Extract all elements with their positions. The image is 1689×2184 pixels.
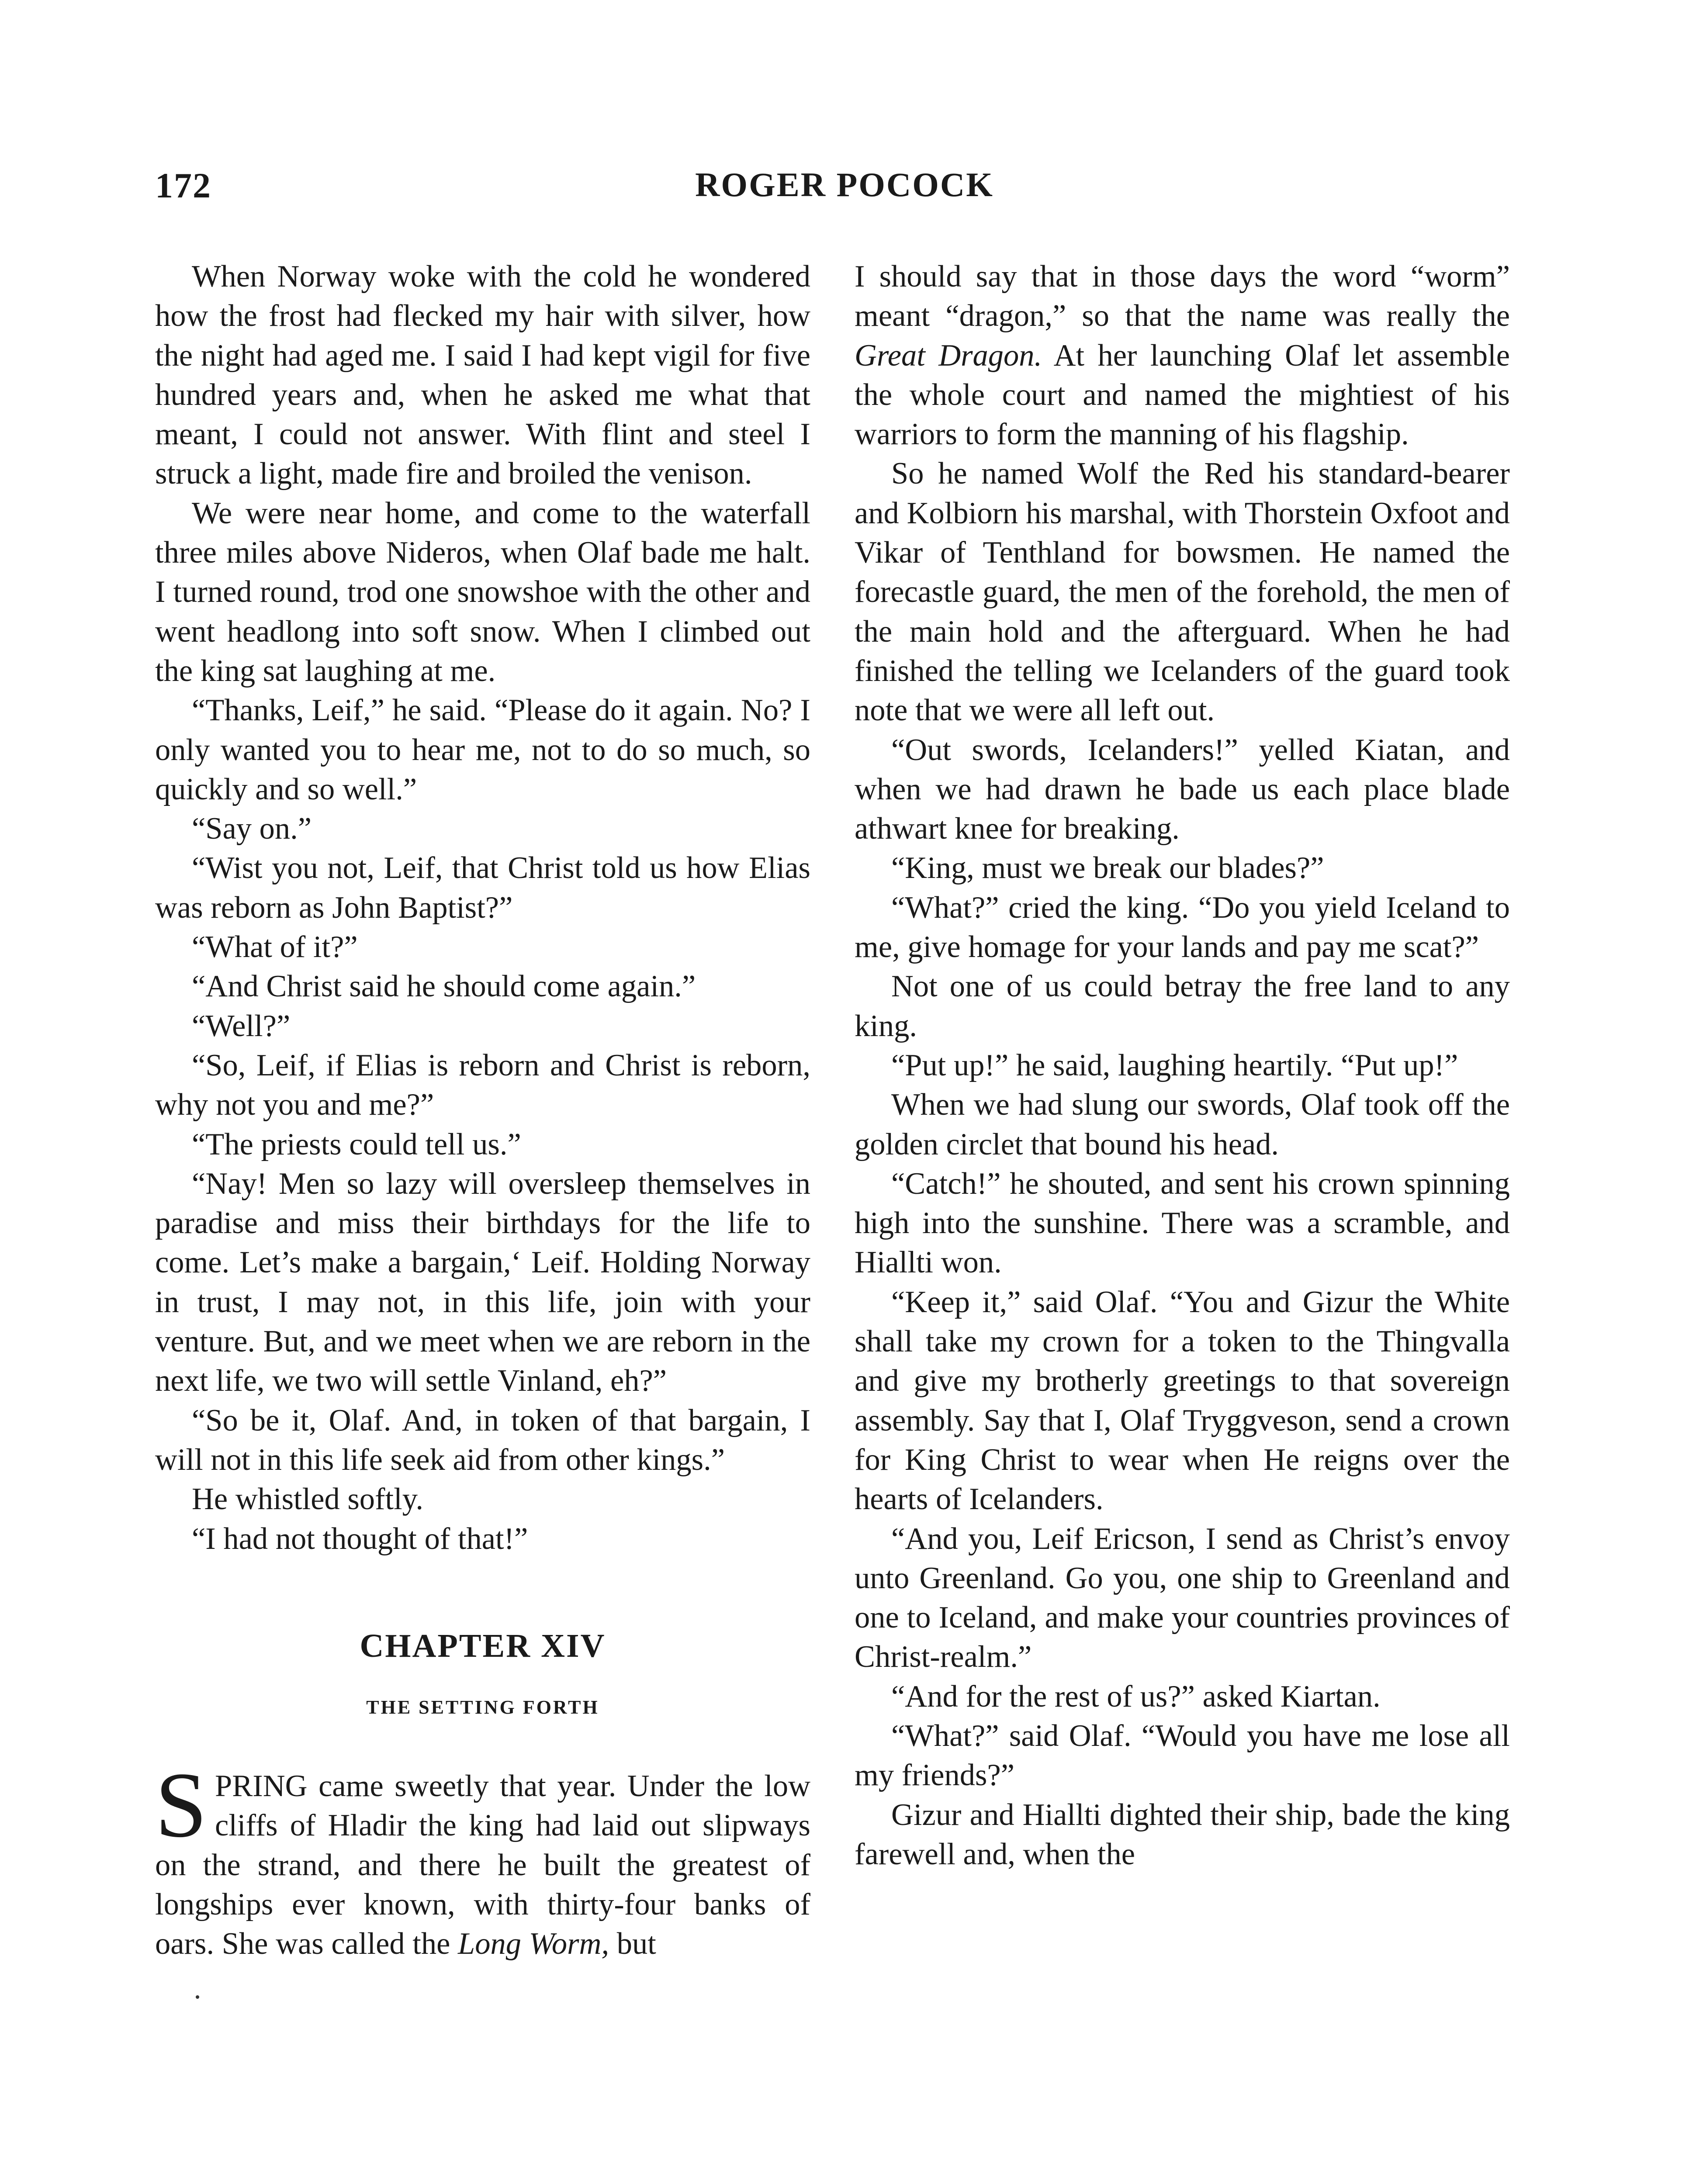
chapter-subtitle: THE SETTING FORTH xyxy=(366,1696,599,1718)
paragraph: “And Christ said he should come again.” xyxy=(192,969,696,1004)
chapter-opening-paragraph xyxy=(155,1753,810,1963)
paragraph: “So, Leif, if Elias is reborn and Christ is reborn, why not you and me?” xyxy=(155,1048,810,1122)
paragraph: He whistled softly. xyxy=(192,1482,423,1517)
paragraph: “Say on.” xyxy=(192,812,312,846)
right-column xyxy=(855,257,1510,1874)
paragraph: So he named Wolf the Red his standard-bearer and Kolbiorn his marshal, with Thorstein Oxfoot and Vikar of Tenthland for bowsmen. He named the forecastle guard, the men of the forehold, the men of the main hold and the afterguard. When he had finished the telling we Icelanders of the guard took note that we were all left out. xyxy=(855,456,1510,728)
running-head: ROGER POCOCK xyxy=(695,166,994,204)
paragraph: “Keep it,” said Olaf. “You and Gizur the White shall take my crown for a token to the Thingvalla and give my brotherly greetings to that sovereign assembly. Say that I, Olaf Tryggveson, send a crown for King Christ to wear when He reigns over the hearts of Icelanders. xyxy=(855,1285,1510,1517)
paragraph: When Norway woke with the cold he wondered how the frost had flecked my hair with silver, how the night had aged me. I said I had kept vigil for five hundred years and, when he asked me what that meant, I could not answer. With flint and steel I struck a light, made fire and broiled the venison. xyxy=(155,259,810,491)
page-number: 172 xyxy=(155,166,211,205)
text-run: but xyxy=(609,1927,656,1961)
chapter-title: CHAPTER XIV xyxy=(360,1627,606,1664)
italic-title: Great Dragon. xyxy=(855,338,1042,373)
paragraph: “Out swords, Icelanders!” yelled Kiatan, and when we had drawn he bade us each place blade athwart knee for breaking. xyxy=(855,733,1510,846)
paragraph: “What of it?” xyxy=(192,930,358,964)
paragraph: “I had not thought of that!” xyxy=(192,1521,528,1556)
paragraph: When we had slung our swords, Olaf took off the golden circlet that bound his head. xyxy=(855,1088,1510,1161)
paragraph: We were near home, and come to the waterfall three miles above Nideros, when Olaf bade me halt. I turned round, trod one snowshoe with the other and went headlong into soft snow. When I climbed out the king sat laughing at me. xyxy=(155,496,810,688)
paragraph: Not one of us could betray the free land to any king. xyxy=(855,969,1510,1043)
paragraph: Gizur and Hiallti dighted their ship, bade the king farewell and, when the xyxy=(855,1797,1510,1871)
italic-title: Long Worm, xyxy=(458,1927,609,1961)
drop-cap: S xyxy=(155,1753,208,1857)
continued-paragraph xyxy=(855,257,1510,454)
text-run: At her launching Olaf let assemble the whole court and named the mightiest of his warriors to form the manning of his flagship. xyxy=(855,338,1510,452)
paragraph: “What?” said Olaf. “Would you have me lose all my friends?” xyxy=(855,1718,1510,1793)
text-run: PRING came sweetly that year. Under the low cliffs of Hladir the king had laid out slipways on the strand, and there he built the greatest of longships ever known, with thirty-four banks of oars. She was called the xyxy=(155,1769,810,1961)
paragraph: “So be it, Olaf. And, in token of that bargain, I will not in this life seek aid from other kings.” xyxy=(155,1403,810,1477)
paragraph: “Put up!” he said, laughing heartily. “Put up!” xyxy=(891,1048,1458,1082)
paragraph: “Catch!” he shouted, and sent his crown spinning high into the sunshine. There was a scramble, and Hiallti won. xyxy=(855,1166,1510,1280)
paragraph: “King, must we break our blades?” xyxy=(891,851,1324,885)
page-header xyxy=(155,165,1534,218)
paragraph: “What?” cried the king. “Do you yield Iceland to me, give homage for your lands and pay me scat?” xyxy=(855,890,1510,964)
paragraph: “And you, Leif Ericson, I send as Christ’s envoy unto Greenland. Go you, one ship to Greenland and one to Iceland, and make your countries provinces of Christ-realm.” xyxy=(855,1521,1510,1674)
left-column xyxy=(155,257,810,1964)
paragraph: “The priests could tell us.” xyxy=(192,1127,521,1161)
text-run: I should say that in those days the word “worm” meant “dragon,” so that the name was really the xyxy=(855,259,1510,333)
paragraph: “And for the rest of us?” asked Kiartan. xyxy=(891,1679,1381,1714)
paragraph: “Wist you not, Leif, that Christ told us how Elias was reborn as John Baptist?” xyxy=(155,851,810,925)
paragraph: “Nay! Men so lazy will oversleep themselves in paradise and miss their birthdays for the life to come. Let’s make a bargain,‘ Leif. Holding Norway in trust, I may not, in this life, join with your venture. But, and we meet when we are reborn in the next life, we two will settle Vinland, eh?” xyxy=(155,1166,810,1398)
paragraph: “Well?” xyxy=(192,1009,291,1043)
print-speck xyxy=(196,1995,199,1999)
paragraph: “Thanks, Leif,” he said. “Please do it again. No? I only wanted you to hear me, not to do so much, so quickly and so well.” xyxy=(155,693,810,806)
